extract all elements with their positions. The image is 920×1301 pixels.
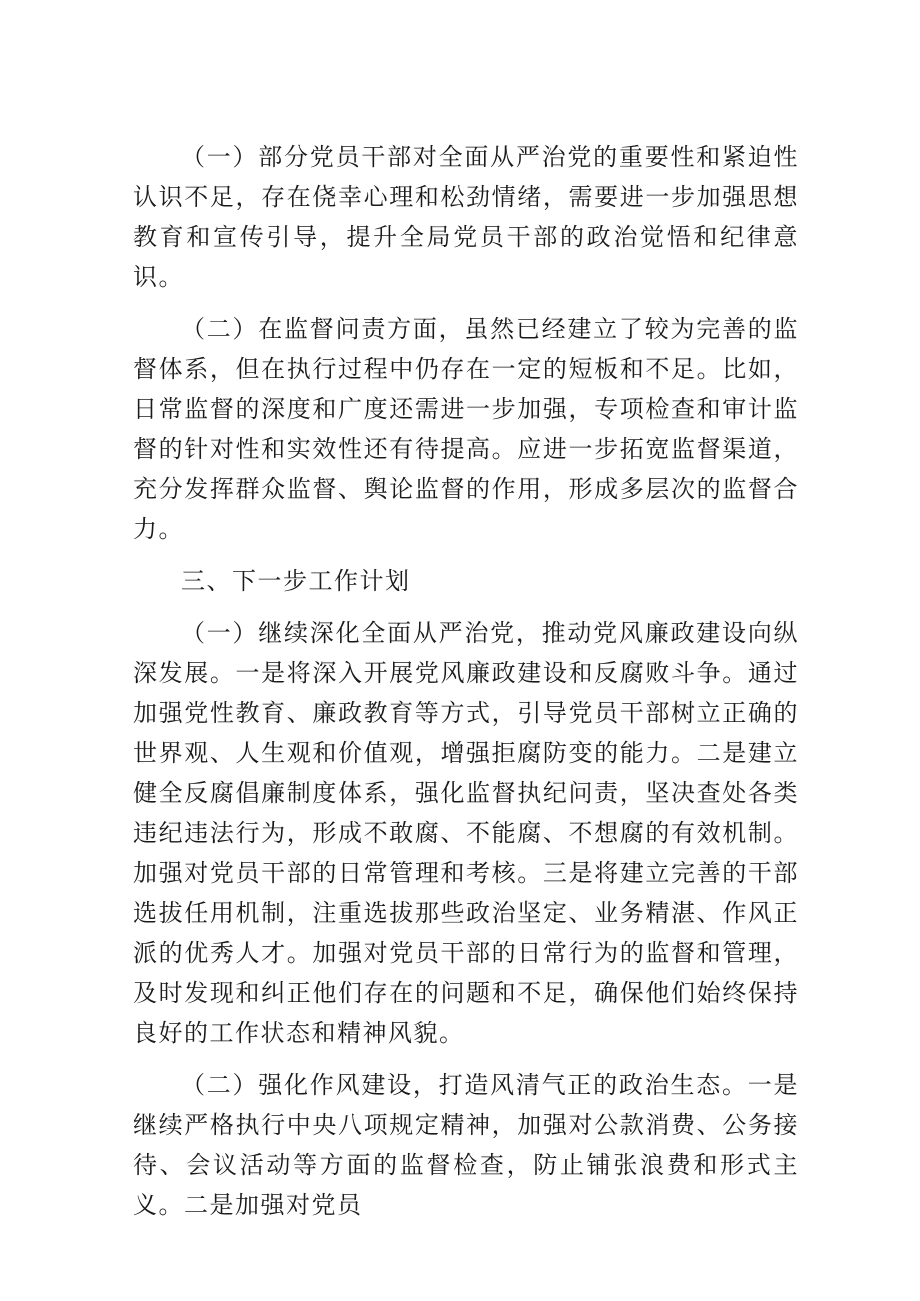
section-heading-next-steps: 三、下一步工作计划 — [181, 567, 411, 595]
paragraph-plan-1: （一）继续深化全面从严治党，推动党风廉政建设向纵深发展。一是将深入开展党风廉政建设和反腐败斗争。通过加强党性教育、廉政教育等方式，引导党员干部树立正确的世界观、人生观和价值观，增强拒腐防变的能力。二是建立健全反腐倡廉制度体系，强化监督执纪问责，坚决查处各类违纪违法行为，形成不敢腐、不能腐、不想腐的有效机制。加强对党员干部的日常管理和考核。三是将建立完善的干部选拔任用机制，注重选拔那些政治坚定、业务精湛、作风正派的优秀人才。加强对党员干部的日常行为的监督和管理，及时发现和纠正他们存在的问题和不足，确保他们始终保持良好的工作状态和精神风貌。 — [133, 619, 799, 1047]
document-body — [133, 137, 799, 1237]
paragraph-plan-2: （二）强化作风建设，打造风清气正的政治生态。一是继续严格执行中央八项规定精神，加强对公款消费、公务接待、会议活动等方面的监督检查，防止铺张浪费和形式主义。二是加强对党员 — [133, 1071, 799, 1219]
paragraph-issue-2: （二）在监督问责方面，虽然已经建立了较为完善的监督体系，但在执行过程中仍存在一定的短板和不足。比如，日常监督的深度和广度还需进一步加强，专项检查和审计监督的针对性和实效性还有待提高。应进一步拓宽监督渠道，充分发挥群众监督、舆论监督的作用，形成多层次的监督合力。 — [133, 315, 799, 543]
paragraph-issue-1: （一）部分党员干部对全面从严治党的重要性和紧迫性认识不足，存在侥幸心理和松劲情绪，需要进一步加强思想教育和宣传引导，提升全局党员干部的政治觉悟和纪律意识。 — [133, 143, 799, 291]
